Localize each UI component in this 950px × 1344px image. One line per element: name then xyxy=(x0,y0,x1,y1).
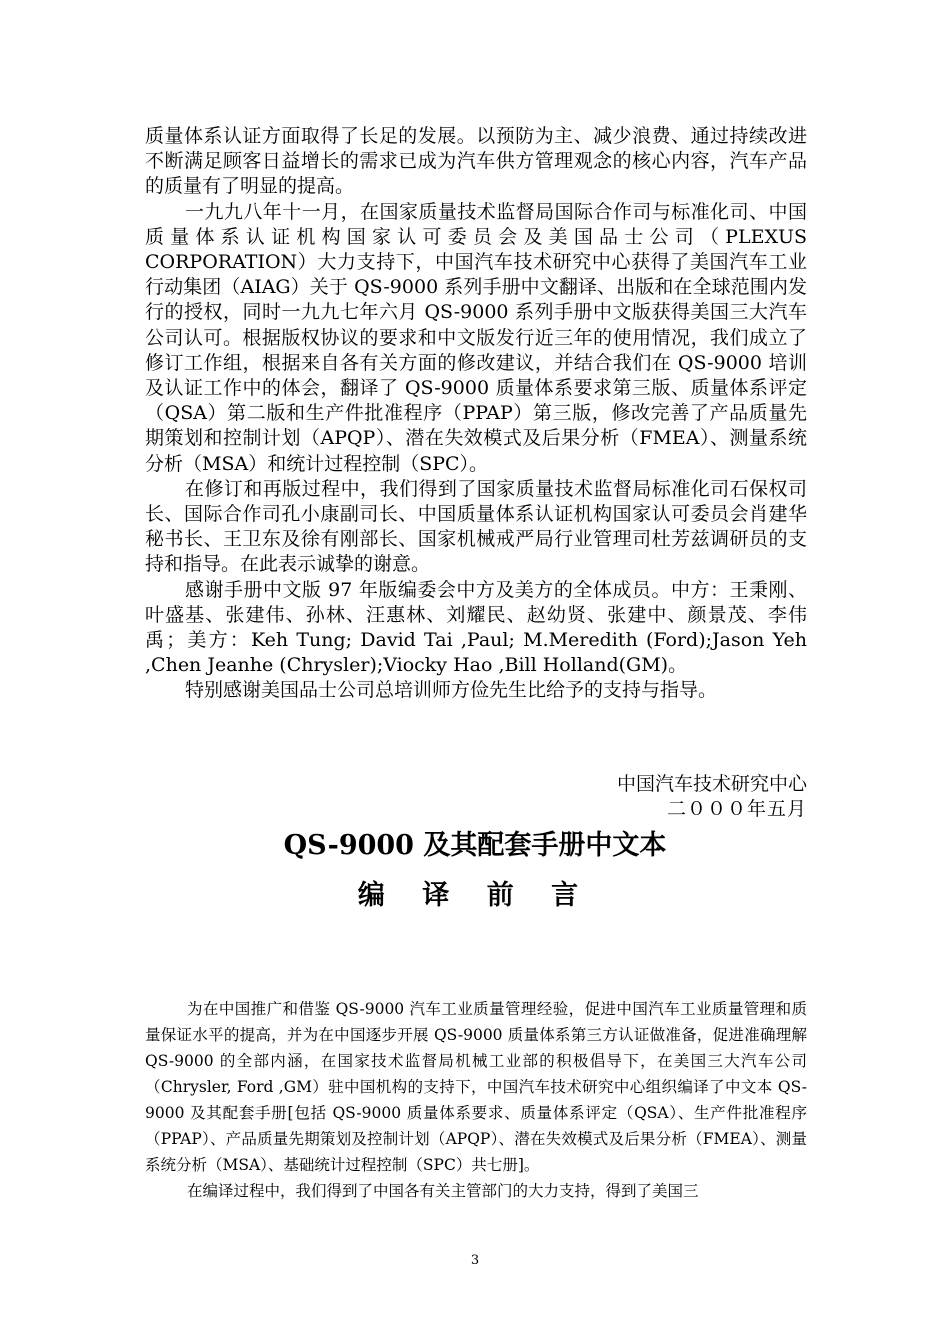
paragraph-5: 特别感谢美国品士公司总培训师方俭先生比给予的支持与指导。 xyxy=(185,679,718,702)
preface-paragraph-1: 为在中国推广和借鉴 QS-9000 汽车工业质量管理经验，促进中国汽车工业质量管理和质量保证水平的提高，并为在中国逐步开展 QS-9000 质量体系第三方认证做准备，促进准确理解 QS-9000 的全部内涵，在国家技术监督局机械工业部的积极倡导下，在美国三大汽车公司（Chrysler, Ford ,GM）驻中国机构的支持下，中国汽车技术研究中心组织编译了中文本 QS-9000 及其配套手册[包括 QS-9000 质量体系要求、质量体系评定（QSA）、生产件批准程序（PPAP）、产品质量先期策划及控制计划（APQP）、潜在失效模式及后果分析（FMEA）、测量系统分析（MSA）、基础统计过程控制（SPC）共七册]。 xyxy=(145,1000,807,1174)
preface-body xyxy=(145,996,807,1204)
signature-date: 二０００年五月 xyxy=(666,798,807,820)
foreword-body xyxy=(145,124,807,704)
paragraph-2: 一九九八年十一月，在国家质量技术监督局国际合作司与标准化司、中国质量体系认证机构国家认可委员会及美国品士公司（PLEXUS CORPORATION）大力支持下，中国汽车技术研究中心获得了美国汽车工业行动集团（AIAG）关于 QS-9000 系列手册中文翻译、出版和在全球范围内发行的授权，同时一九九七年六月 QS-9000 系列手册中文版获得美国三大汽车公司认可。根据版权协议的要求和中文版发行近三年的使用情况，我们成立了修订工作组，根据来自各有关方面的修改建议，并结合我们在 QS-9000 培训及认证工作中的体会，翻译了 QS-9000 质量体系要求第三版、质量体系评定（QSA）第二版和生产件批准程序（PPAP）第三版，修改完善了产品质量先期策划和控制计划（APQP）、潜在失效模式及后果分析（FMEA）、测量系统分析（MSA）和统计过程控制（SPC）。 xyxy=(145,200,807,475)
signature-organization: 中国汽车技术研究中心 xyxy=(616,773,807,795)
section-title: QS-9000 及其配套手册中文本 xyxy=(283,830,667,861)
section-subtitle: 编 译 前 言 xyxy=(357,880,593,911)
paragraph-3: 在修订和再版过程中，我们得到了国家质量技术监督局标准化司石保权司长、国际合作司孔小康副司长、中国质量体系认证机构国家认可委员会肖建华秘书长、王卫东及徐有刚部长、国家机械戒严局行业管理司杜芳兹调研员的支持和指导。在此表示诚挚的谢意。 xyxy=(145,477,807,576)
page-number: 3 xyxy=(470,1253,480,1268)
preface-paragraph-2: 在编译过程中，我们得到了中国各有关主管部门的大力支持，得到了美国三 xyxy=(187,1182,699,1200)
paragraph-1: 质量体系认证方面取得了长足的发展。以预防为主、减少浪费、通过持续改进不断满足顾客日益增长的需求已成为汽车供方管理观念的核心内容，汽车产品的质量有了明显的提高。 xyxy=(145,125,807,198)
paragraph-4: 感谢手册中文版 97 年版编委会中方及美方的全体成员。中方：王秉刚、叶盛基、张建伟、孙林、汪惠林、刘耀民、赵幼贤、张建中、颜景茂、李伟禹；美方：Keh Tung; David Tai ,Paul; M.Meredith (Ford);Jason Yeh ,Chen Jeanhe (Chrysler);Viocky Hao ,Bill Holland(GM)。 xyxy=(145,578,807,677)
